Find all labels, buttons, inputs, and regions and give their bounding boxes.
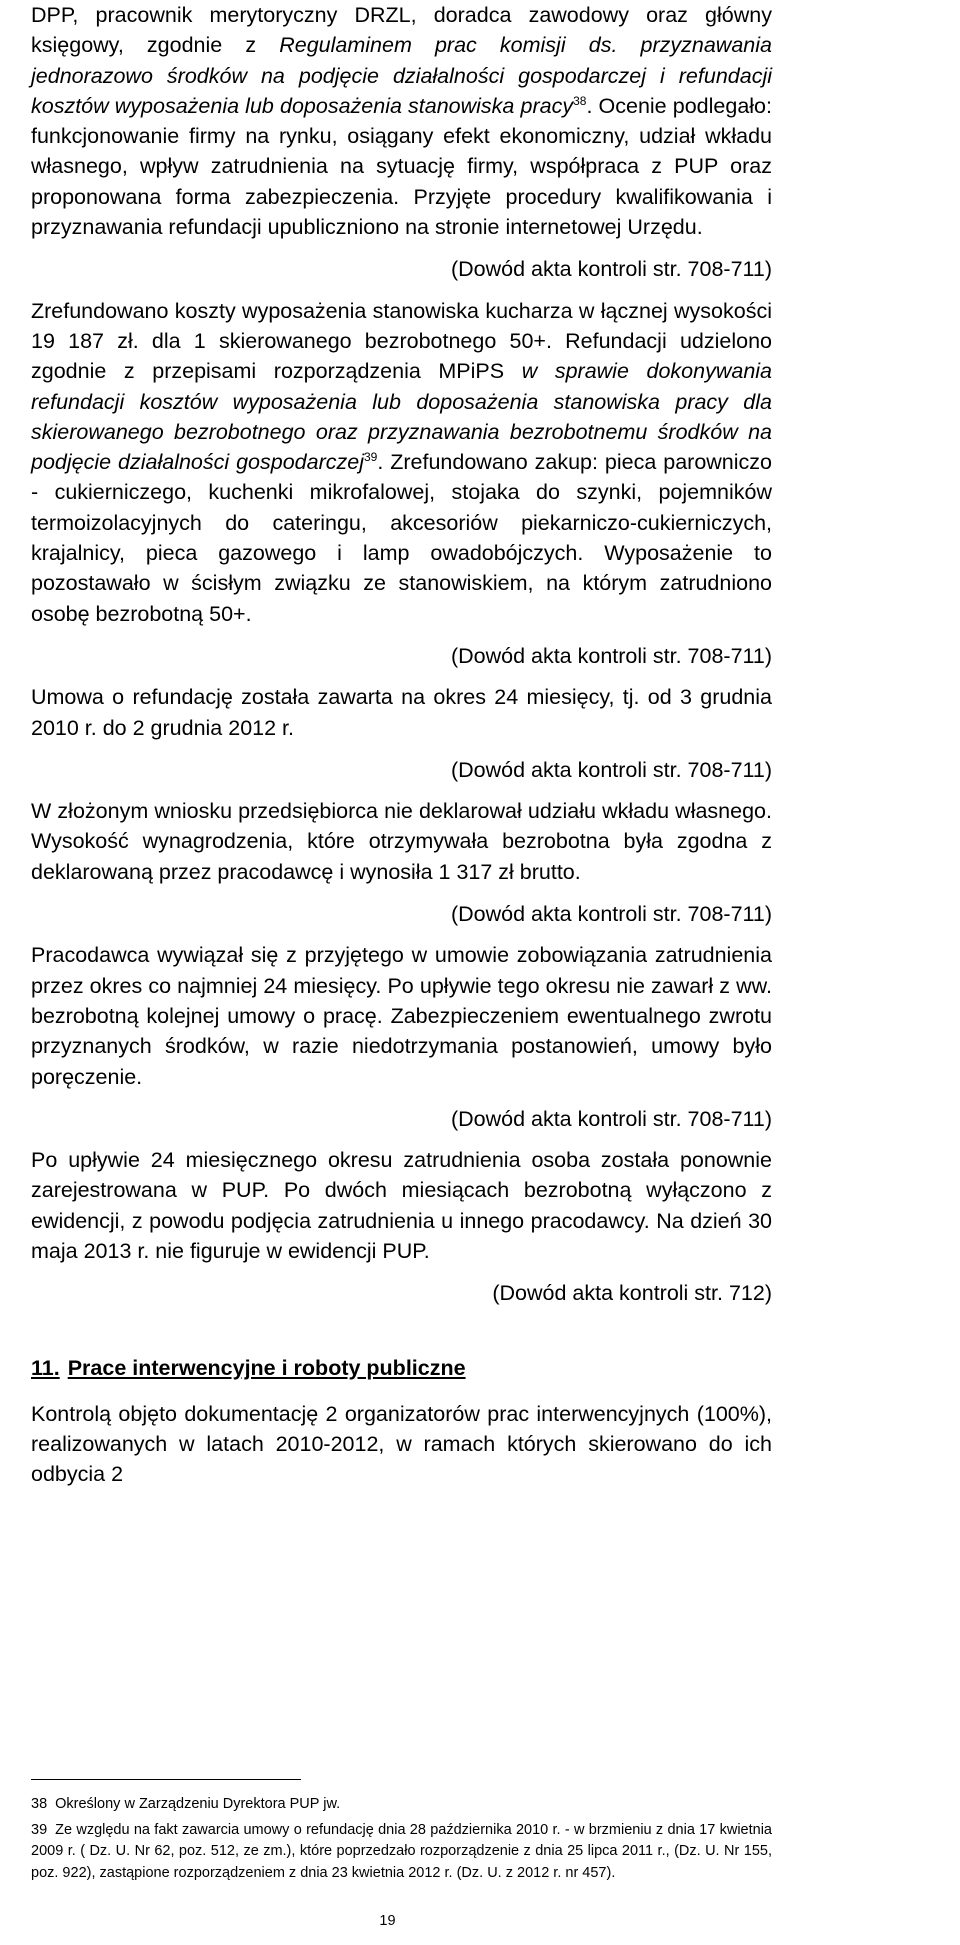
footnote-38 [31,1794,772,1816]
page-number: 19 [379,1913,396,1929]
main-text [31,0,772,1489]
footnote-number: 39 [31,1821,48,1838]
section-number: 11. [31,1355,60,1380]
footnote-ref[interactable]: 38 [573,93,587,108]
regulation-title: w sprawie dokonywania refundacji kosztów wyposażenia lub doposażenia stanowiska pracy dla skierowanego bezrobotnego oraz przyznawania bezrobotnemu środków na podjęcie działalności gospodarczej [31,359,773,475]
paragraph-text: . Zrefundowano zakup: pieca parowniczo - cukierniczego, kuchenki mikrofalowej, stojaka do szynki, pojemników termoizolacyjnych do cateringu, akcesoriów piekarniczo-cukierniczych, krajalnicy, pieca gazowego i lamp owadobójczych. Wyposażenie to pozostawało w ścisłym związku ze stanowiskiem, na którym zatrudniono osobę bezrobotną 50+. [31,450,772,626]
footnotes [31,1794,772,1888]
paragraph-refund [31,296,772,629]
paragraph-reregistration: Po upływie 24 miesięcznego okresu zatrudnienia osoba została ponownie zarejestrowana w PUP. Po dwóch miesiącach bezrobotną wyłączono z ewidencji, z powodu podjęcia zatrudnienia u innego pracodawcy. Na dzień 30 maja 2013 r. nie figuruje w ewidencji PUP. [31,1148,772,1263]
paragraph-application: W złożonym wniosku przedsiębiorca nie deklarował udziału wkładu własnego. Wysokość wynagrodzenia, które otrzymywała bezrobotna była zgodna z deklarowaną przez pracodawcę i wynosiła 1 317 zł brutto. [31,799,772,884]
paragraph-commission [31,0,772,242]
section-title: Prace interwencyjne i roboty publiczne [67,1355,466,1380]
footnote-text: Ze względu na fakt zawarcia umowy o refundację dnia 28 października 2010 r. - w brzmieniu z dnia 17 kwietnia 2009 r. ( Dz. U. Nr 62, poz. 512, ze zm.), które poprzedzało rozporządzenie z dnia 25 lipca 2011 r., (Dz. U. Nr 155, poz. 922), zastąpione rozporządzeniem z dnia 23 kwietnia 2012 r. (Dz. U. z 2012 r. nr 457). [31,1821,772,1881]
paragraph-contract: Umowa o refundację została zawarta na okres 24 miesięcy, tj. od 3 grudnia 2010 r. do 2 grudnia 2012 r. [31,685,772,740]
paragraph-text: . Ocenie podlegało: funkcjonowanie firmy na rynku, osiągany efekt ekonomiczny, udział wkładu własnego, wpływ zatrudnienia na sytuację firmy, współpraca z PUP oraz proponowana forma zabezpieczenia. Przyjęte procedury kwalifikowania i przyznawania refundacji upubliczniono na stronie internetowej Urzędu. [31,93,772,240]
paragraph-text: DPP, pracownik merytoryczny DRZL, doradca zawodowy oraz główny księgowy, zgodnie z [31,3,772,58]
evidence-reference: (Dowód akta kontroli str. 708-711) [450,902,772,927]
evidence-reference: (Dowód akta kontroli str. 712) [492,1281,772,1306]
footnote-text: Określony w Zarządzeniu Dyrektora PUP jw. [55,1796,341,1812]
paragraph-employer: Pracodawca wywiązał się z przyjętego w umowie zobowiązania zatrudnienia przez okres co najmniej 24 miesięcy. Po upływie tego okresu nie zawarł z ww. bezrobotną kolejnej umowy o pracę. Zabezpieczeniem ewentualnego zwrotu przyznanych środków, w razie niedotrzymania postanowień, umowy było poręczenie. [31,943,772,1089]
evidence-reference: (Dowód akta kontroli str. 708-711) [450,1106,772,1131]
footnote-number: 38 [31,1796,48,1812]
regulation-title: Regulaminem prac komisji ds. przyznawania jednorazowo środków na podjęcie działalności gospodarczej i refundacji kosztów wyposażenia lub doposażenia stanowiska pracy [31,33,772,118]
footnote-39 [31,1820,772,1885]
evidence-reference: (Dowód akta kontroli str. 708-711) [450,757,772,782]
paragraph-text: Zrefundowano koszty wyposażenia stanowiska kucharza w łącznej wysokości 19 187 zł. dla 1 skierowanego bezrobotnego 50+. Refundacji udzielono zgodnie z przepisami rozporządzenia MPiPS [31,298,772,384]
evidence-reference: (Dowód akta kontroli str. 708-711) [450,257,772,282]
paragraph-intervention: Kontrolą objęto dokumentację 2 organizatorów prac interwencyjnych (100%), realizowanych w latach 2010-2012, w ramach których skierowano do ich odbycia 2 [31,1401,772,1487]
footnote-ref[interactable]: 39 [363,450,378,464]
section-heading [31,1353,772,1383]
footnote-separator [31,1779,301,1780]
evidence-reference: (Dowód akta kontroli str. 708-711) [450,643,772,668]
